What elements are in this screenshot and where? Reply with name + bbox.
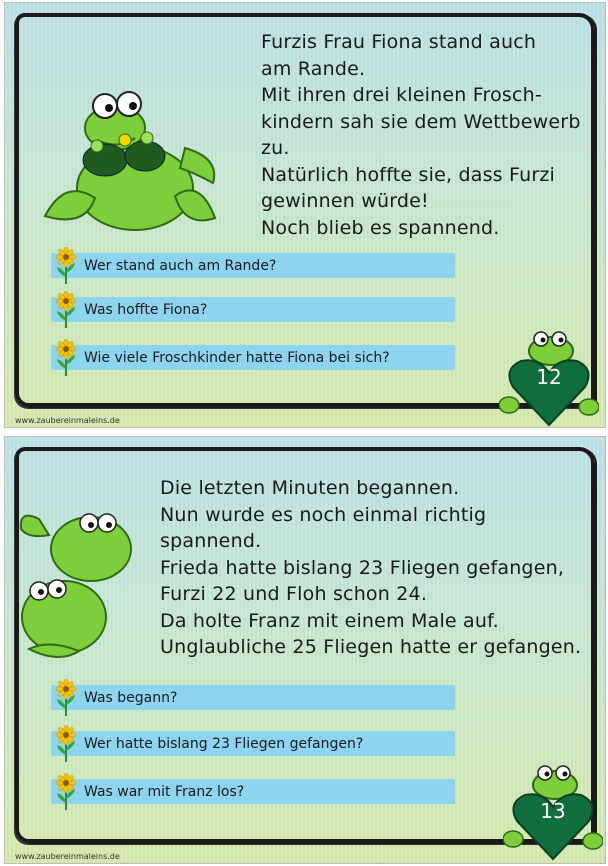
card-number: 12 [536, 365, 562, 389]
flower-icon [53, 725, 79, 763]
story-card-12 [4, 2, 606, 428]
story-text: Furzis Frau Fiona stand auch am Rande. Mit ihren drei kleinen Frosch- kindern sah sie dem Wettbewerb zu. Natürlich hoffte sie, dass Furzi gewinnen würde! Noch blieb es spannend. [261, 31, 581, 239]
card-number-badge [499, 329, 599, 428]
question-bar [51, 345, 455, 370]
flower-icon [53, 247, 79, 285]
mother-frog-icon [35, 88, 225, 238]
story-card-13 [4, 436, 606, 864]
question-text: Wer hatte bislang 23 Fliegen gefangen? [84, 735, 364, 752]
question-bar [51, 685, 455, 710]
card-number: 13 [540, 799, 566, 823]
question-text: Wie viele Froschkinder hatte Fiona bei sich? [84, 349, 390, 366]
question-text: Was war mit Franz los? [84, 783, 245, 800]
question-bar [51, 253, 455, 278]
question-text: Was hoffte Fiona? [84, 301, 208, 318]
flower-icon [53, 291, 79, 329]
stacked-frogs-icon [9, 499, 149, 669]
flower-icon [53, 679, 79, 717]
site-credit: www.zaubereinmaleins.de [15, 852, 120, 861]
question-bar [51, 297, 455, 322]
question-bar [51, 731, 455, 756]
card-number-badge [503, 763, 603, 863]
flower-icon [53, 773, 79, 811]
question-text: Wer stand auch am Rande? [84, 257, 277, 274]
question-text: Was begann? [84, 689, 178, 706]
question-bar [51, 779, 455, 804]
site-credit: www.zaubereinmaleins.de [15, 416, 120, 425]
flower-icon [53, 339, 79, 377]
story-text: Die letzten Minuten begannen. Nun wurde es noch einmal richtig spannend. Frieda hatte bislang 23 Fliegen gefangen, Furzi 22 und Floh schon 24. Da holte Franz mit einem Male auf. Unglaubliche 25 Fliegen hatte er gefangen. [160, 477, 582, 658]
